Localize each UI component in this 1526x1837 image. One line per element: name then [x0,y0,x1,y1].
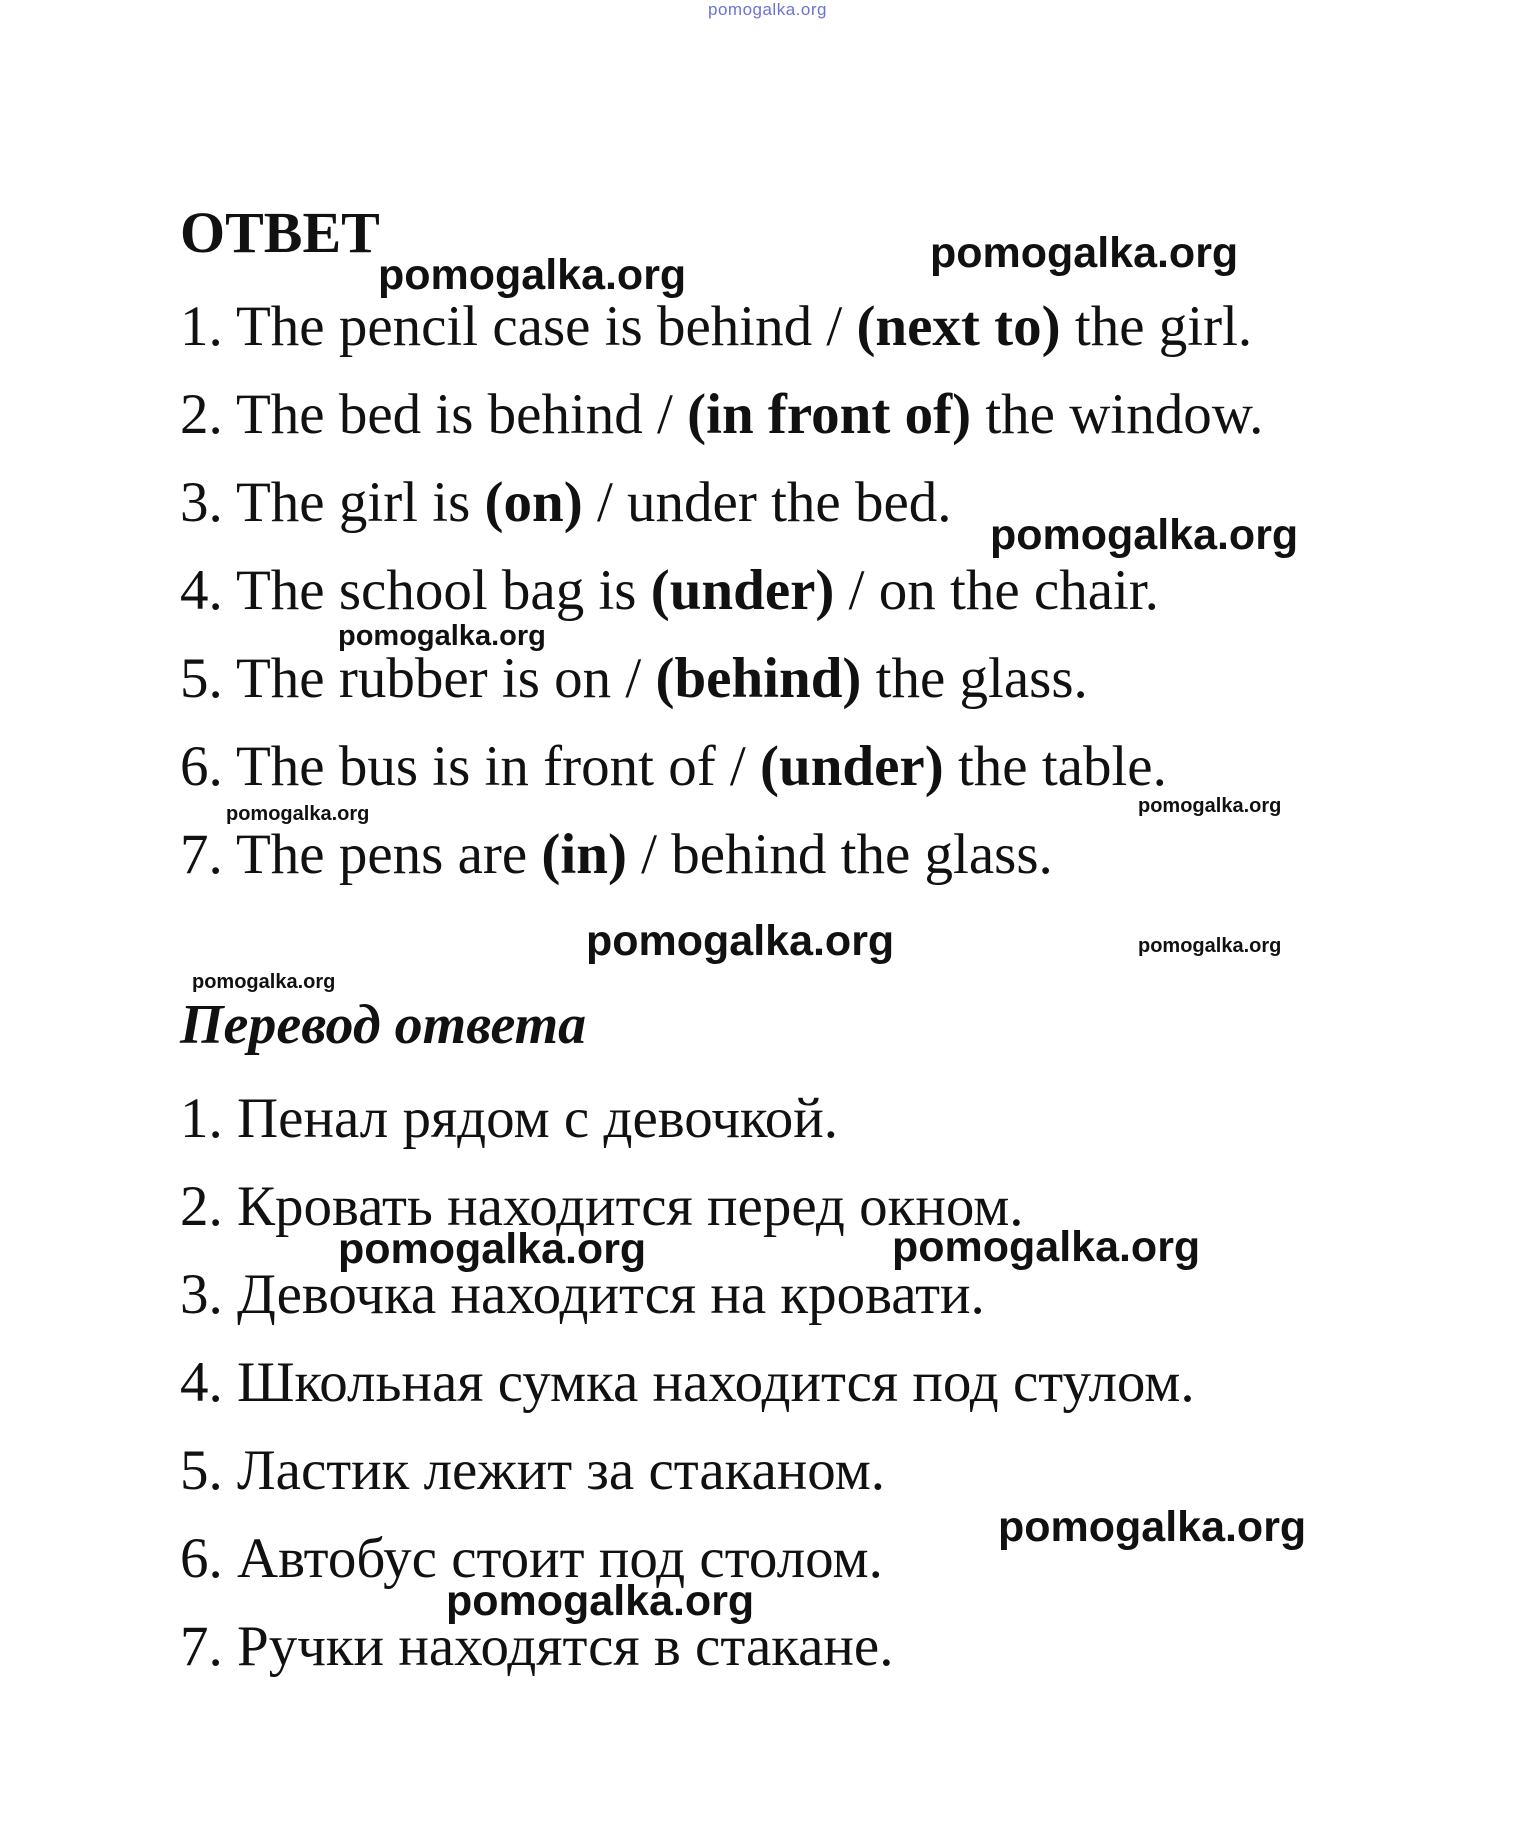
translation-num-3: 3. [180,1263,223,1326]
watermark: pomogalka.org [192,971,336,993]
watermark: pomogalka.org [446,1577,755,1625]
watermark: pomogalka.org [338,1225,647,1273]
answer-pre-4: The school bag is [235,559,651,622]
translation-text-4: Школьная сумка находится под стулом. [237,1351,1195,1414]
translation-text-5: Ластик лежит за стаканом. [237,1439,886,1502]
watermark: pomogalka.org [226,803,370,825]
answer-num-3: 3. [180,471,223,534]
answer-post-1: the girl. [1060,295,1253,358]
answer-line-4 [180,559,1159,622]
answer-pre-5: The rubber is on / [235,647,656,710]
answer-line-6 [180,735,1167,798]
answer-num-7: 7. [180,823,223,886]
watermark: pomogalka.org [892,1223,1201,1271]
translation-num-7: 7. [180,1615,223,1678]
answer-line-7 [180,823,1053,886]
translation-line-7 [180,1615,894,1678]
answer-pre-1: The pencil case is behind / [235,295,857,358]
answer-bold-4: (under) [650,559,835,622]
translation-num-6: 6. [180,1527,223,1590]
answer-pre-2: The bed is behind / [235,383,688,446]
answer-bold-7: (in) [541,823,627,886]
answer-post-6: the table. [943,735,1167,798]
answer-num-6: 6. [180,735,223,798]
translation-line-4 [180,1351,1195,1414]
answer-post-7: / behind the glass. [626,823,1053,886]
answer-num-2: 2. [180,383,223,446]
answer-num-4: 4. [180,559,223,622]
answer-bold-1: (next to) [856,295,1061,358]
answer-num-5: 5. [180,647,223,710]
translation-text-3: Девочка находится на кровати. [237,1263,985,1326]
translation-num-2: 2. [180,1175,223,1238]
translation-text-6: Автобус стоит под столом. [237,1527,883,1590]
watermark: pomogalka.org [378,251,687,299]
watermark: pomogalka.org [338,620,546,652]
answer-bold-5: (behind) [655,647,862,710]
watermark: pomogalka.org [586,917,895,965]
watermark: pomogalka.org [1138,935,1282,957]
answer-line-3 [180,471,952,534]
translation-num-5: 5. [180,1439,223,1502]
answer-heading: ОТВЕТ [180,200,380,265]
watermark: pomogalka.org [990,511,1299,559]
answer-num-1: 1. [180,295,223,358]
answer-pre-6: The bus is in front of / [235,735,761,798]
top-watermark: pomogalka.org [708,0,827,19]
watermark: pomogalka.org [1138,795,1282,817]
answer-post-3: / under the bed. [582,471,952,534]
answer-bold-6: (under) [760,735,944,798]
answer-line-5 [180,647,1088,710]
translation-text-1: Пенал рядом с девочкой. [237,1087,839,1150]
answer-line-2 [180,383,1264,446]
answer-bold-2: (in front of) [687,383,972,446]
watermark: pomogalka.org [998,1503,1307,1551]
answer-post-4: / on the chair. [834,559,1159,622]
translation-num-1: 1. [180,1087,223,1150]
answer-pre-7: The pens are [235,823,542,886]
translation-num-4: 4. [180,1351,223,1414]
translation-heading: Перевод ответа [180,994,587,1056]
answer-pre-3: The girl is [235,471,485,534]
answer-line-1 [180,295,1253,358]
translation-line-3 [180,1263,985,1326]
watermark: pomogalka.org [930,229,1239,277]
translation-text-2: Кровать находится перед окном. [237,1175,1024,1238]
answer-post-2: the window. [971,383,1264,446]
answer-bold-3: (on) [484,471,583,534]
answer-post-5: the glass. [861,647,1088,710]
translation-line-5 [180,1439,886,1502]
translation-text-7: Ручки находятся в стакане. [237,1615,894,1678]
translation-line-1 [180,1087,839,1150]
